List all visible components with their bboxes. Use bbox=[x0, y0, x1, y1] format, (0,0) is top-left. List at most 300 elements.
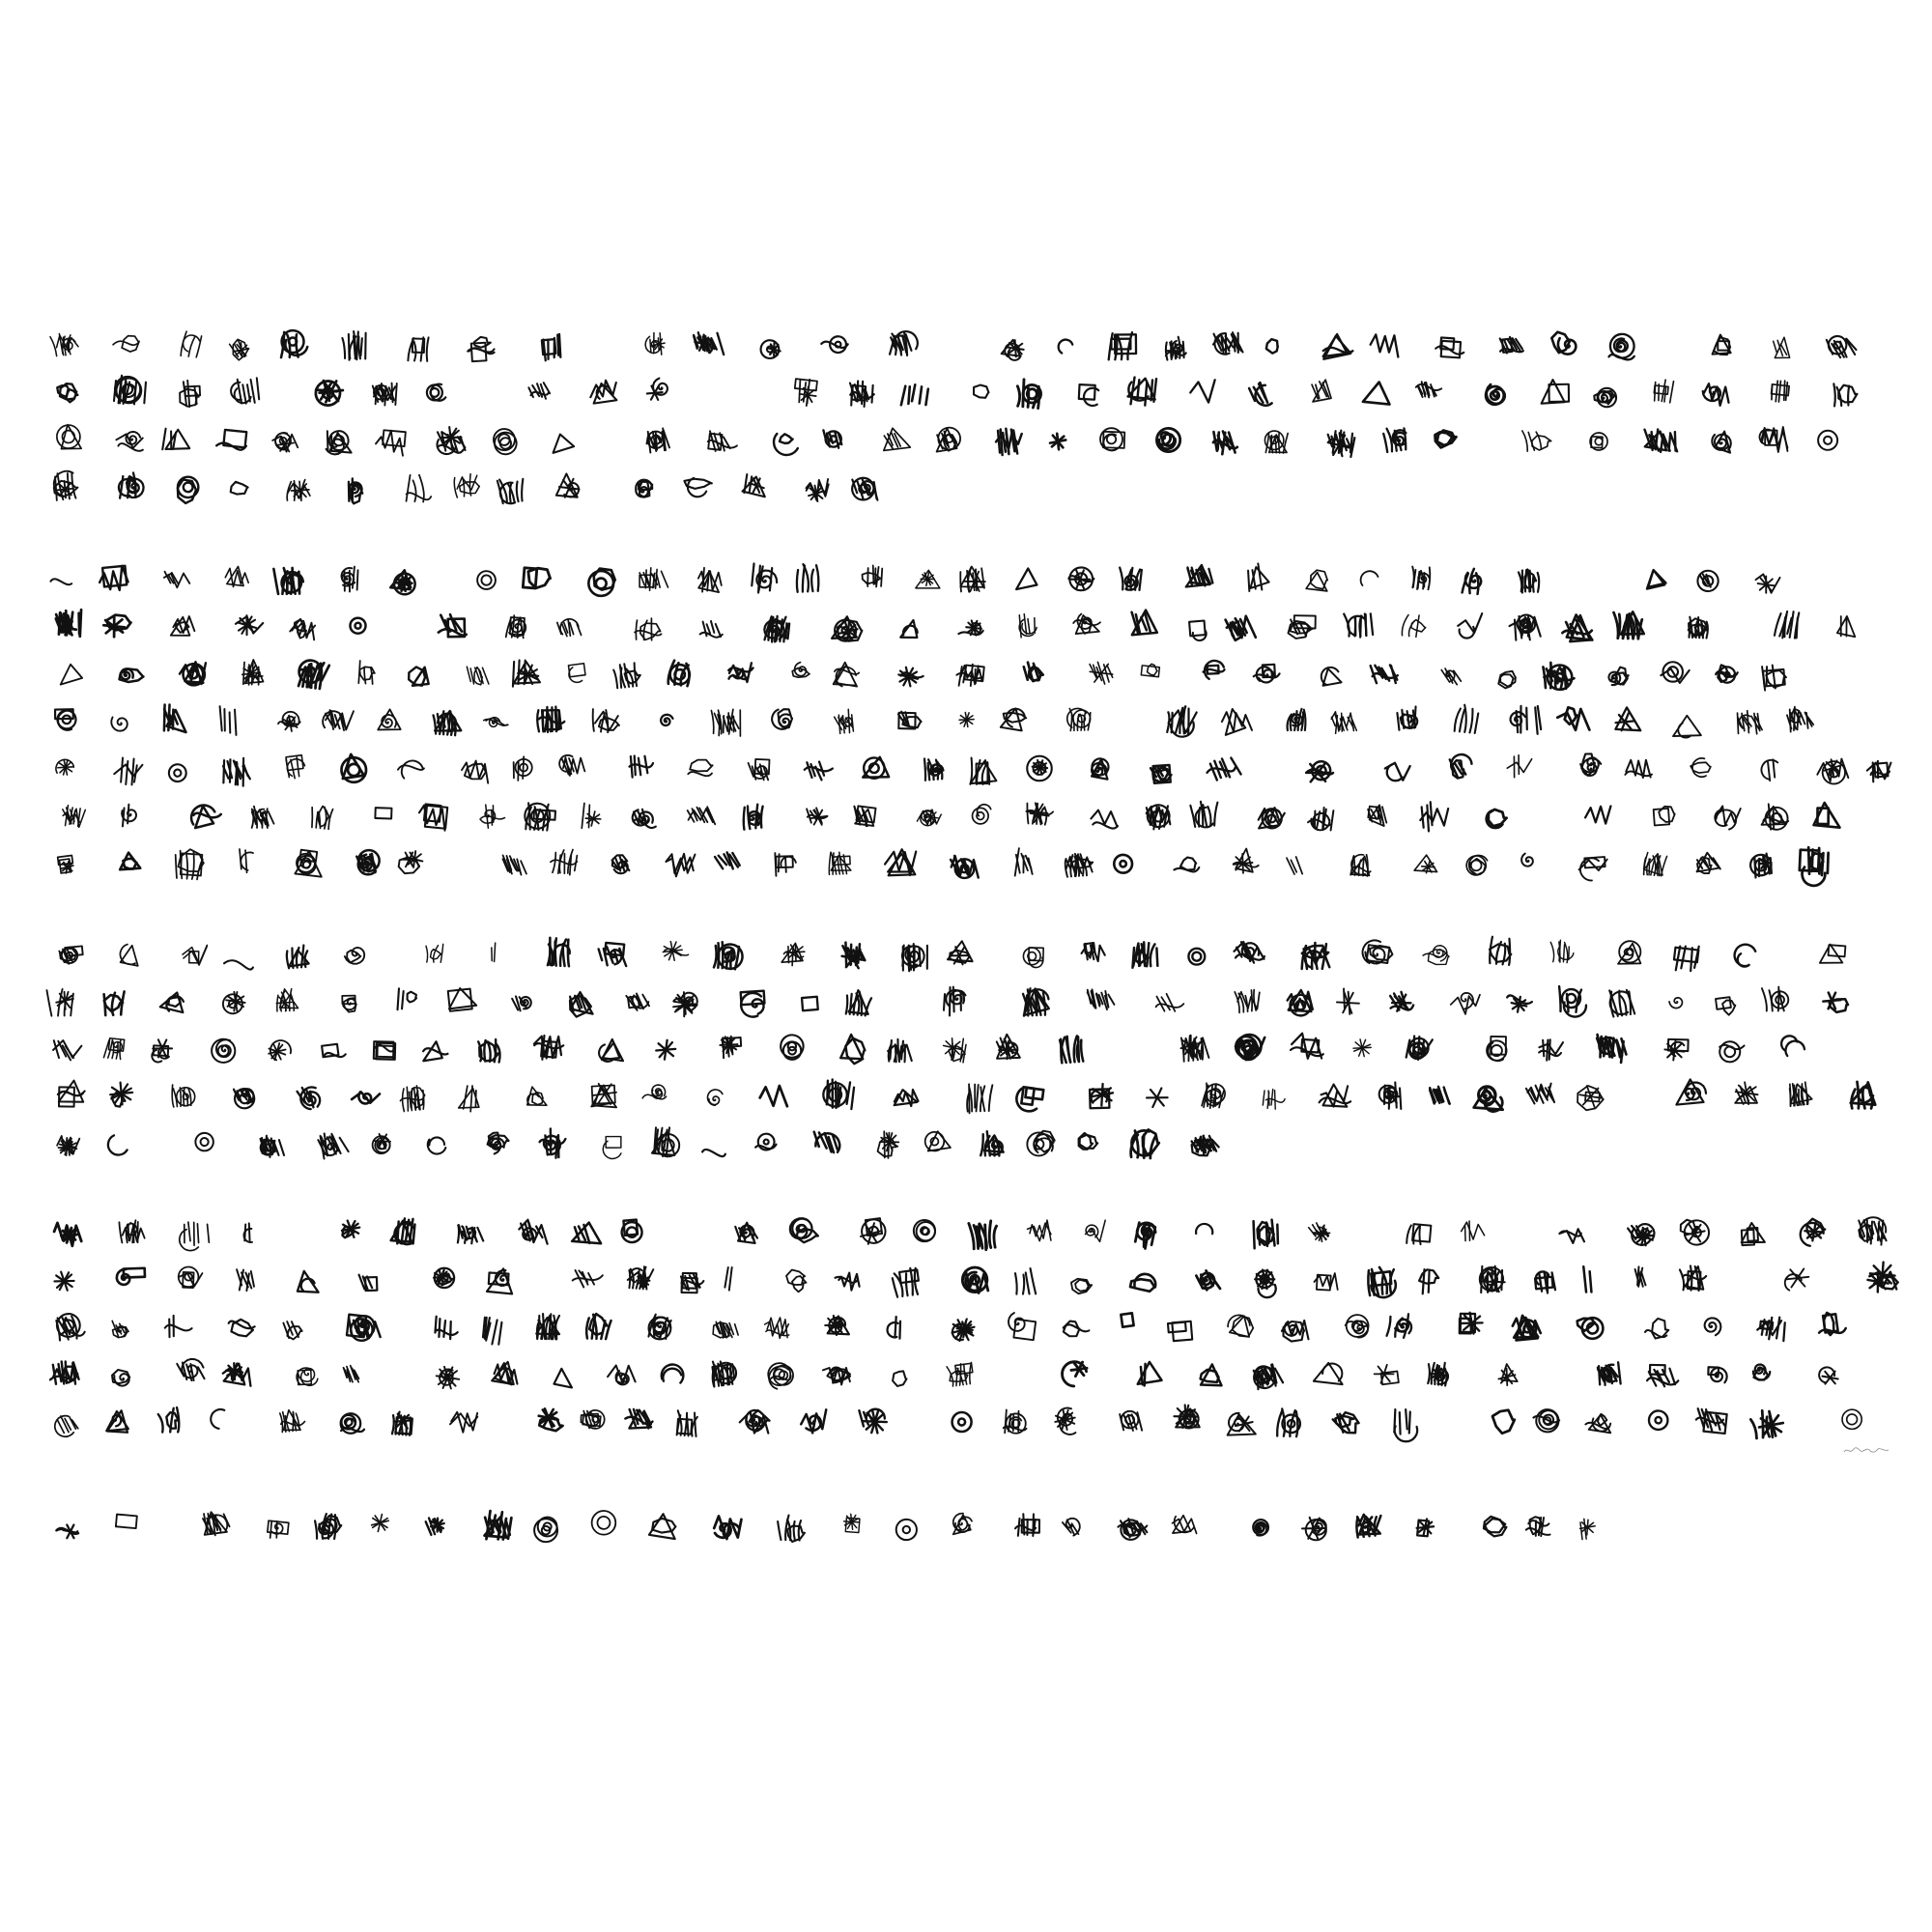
asemic-glyph bbox=[1227, 1314, 1254, 1337]
asemic-glyph bbox=[1166, 705, 1197, 738]
asemic-glyph bbox=[1733, 943, 1756, 967]
asemic-glyph bbox=[427, 1137, 446, 1155]
asemic-glyph bbox=[1489, 937, 1513, 966]
asemic-glyph bbox=[1440, 665, 1466, 689]
asemic-glyph bbox=[1277, 1408, 1300, 1436]
asemic-glyph bbox=[822, 1367, 850, 1385]
asemic-glyph bbox=[279, 1408, 305, 1433]
asemic-glyph bbox=[1800, 1218, 1826, 1247]
asemic-glyph bbox=[778, 1515, 807, 1542]
asemic-glyph bbox=[296, 1086, 321, 1110]
asemic-glyph bbox=[1321, 667, 1342, 686]
asemic-glyph bbox=[222, 991, 245, 1013]
asemic-glyph bbox=[1366, 804, 1388, 826]
asemic-glyph bbox=[1025, 755, 1053, 782]
asemic-glyph bbox=[1426, 1361, 1450, 1386]
asemic-glyph bbox=[705, 1089, 726, 1106]
asemic-glyph bbox=[1775, 610, 1801, 640]
asemic-glyph bbox=[118, 472, 144, 498]
asemic-glyph bbox=[1755, 574, 1779, 593]
asemic-glyph bbox=[1741, 1222, 1765, 1245]
asemic-glyph bbox=[493, 428, 518, 455]
asemic-glyph bbox=[649, 1036, 677, 1065]
asemic-glyph bbox=[235, 614, 264, 637]
asemic-glyph bbox=[1820, 944, 1846, 965]
asemic-glyph bbox=[432, 710, 463, 736]
asemic-glyph bbox=[1719, 1041, 1745, 1063]
asemic-glyph bbox=[1697, 571, 1718, 591]
asemic-glyph bbox=[103, 614, 131, 637]
asemic-glyph bbox=[355, 849, 380, 875]
asemic-glyph bbox=[559, 754, 585, 776]
asemic-glyph bbox=[1435, 430, 1457, 448]
asemic-glyph bbox=[1174, 857, 1199, 871]
asemic-glyph bbox=[53, 1268, 74, 1291]
asemic-glyph bbox=[1406, 1036, 1433, 1061]
asemic-glyph bbox=[478, 803, 505, 829]
asemic-glyph bbox=[823, 1079, 855, 1109]
asemic-glyph bbox=[1647, 1365, 1679, 1387]
asemic-glyph bbox=[740, 991, 765, 1018]
asemic-glyph bbox=[52, 470, 79, 501]
asemic-glyph bbox=[374, 1041, 395, 1060]
asemic-glyph bbox=[1480, 1266, 1505, 1293]
asemic-glyph bbox=[779, 1034, 805, 1061]
asemic-glyph bbox=[943, 986, 967, 1016]
asemic-glyph bbox=[1813, 803, 1842, 830]
asemic-glyph bbox=[502, 855, 526, 874]
asemic-glyph bbox=[1090, 662, 1114, 684]
asemic-glyph bbox=[268, 1039, 292, 1061]
asemic-glyph bbox=[1423, 945, 1450, 965]
asemic-glyph bbox=[195, 1132, 221, 1155]
asemic-glyph bbox=[57, 384, 77, 403]
asemic-glyph bbox=[1415, 382, 1441, 398]
asemic-glyph bbox=[1664, 1039, 1689, 1061]
asemic-glyph bbox=[1735, 1082, 1758, 1104]
asemic-glyph bbox=[1509, 613, 1541, 640]
asemic-glyph bbox=[481, 1317, 502, 1345]
asemic-glyph bbox=[1203, 660, 1225, 679]
asemic-glyph bbox=[55, 709, 76, 730]
asemic-glyph bbox=[224, 950, 254, 970]
asemic-glyph bbox=[628, 753, 654, 778]
asemic-glyph bbox=[1073, 613, 1100, 634]
asemic-glyph bbox=[225, 566, 249, 587]
asemic-glyph bbox=[1007, 1312, 1037, 1340]
asemic-glyph bbox=[1078, 1132, 1099, 1151]
asemic-glyph bbox=[243, 1223, 252, 1242]
asemic-glyph bbox=[641, 1084, 667, 1101]
asemic-glyph bbox=[1291, 1033, 1324, 1060]
asemic-glyph bbox=[434, 1268, 454, 1289]
asemic-glyph bbox=[1264, 431, 1289, 455]
asemic-glyph bbox=[1406, 1224, 1431, 1245]
asemic-glyph bbox=[603, 1137, 621, 1159]
asemic-glyph bbox=[111, 716, 128, 735]
asemic-glyph bbox=[888, 1038, 913, 1063]
asemic-glyph bbox=[742, 474, 767, 497]
asemic-glyph bbox=[681, 1273, 704, 1293]
asemic-glyph bbox=[1342, 1313, 1369, 1339]
asemic-glyph bbox=[763, 1317, 790, 1340]
asemic-glyph bbox=[526, 1087, 547, 1107]
asemic-glyph bbox=[1461, 1220, 1485, 1240]
asemic-glyph bbox=[1301, 1517, 1327, 1542]
asemic-glyph bbox=[183, 945, 208, 965]
asemic-glyph bbox=[590, 1510, 616, 1535]
asemic-glyph bbox=[1013, 848, 1036, 878]
asemic-glyph bbox=[1108, 332, 1136, 359]
asemic-glyph bbox=[164, 568, 190, 590]
asemic-glyph bbox=[1179, 1034, 1208, 1062]
asemic-glyph bbox=[318, 1131, 350, 1159]
asemic-glyph bbox=[1518, 569, 1539, 593]
asemic-glyph bbox=[1543, 663, 1576, 691]
asemic-glyph bbox=[1135, 1222, 1156, 1250]
asemic-glyph bbox=[447, 987, 477, 1011]
asemic-glyph bbox=[1221, 707, 1253, 735]
asemic-glyph bbox=[699, 620, 724, 639]
asemic-glyph bbox=[109, 1082, 133, 1108]
asemic-glyph bbox=[54, 1222, 82, 1247]
asemic-glyph bbox=[212, 1038, 236, 1063]
asemic-glyph bbox=[900, 619, 918, 638]
asemic-glyph bbox=[1772, 336, 1791, 358]
asemic-glyph bbox=[1499, 336, 1523, 354]
asemic-glyph bbox=[611, 854, 630, 874]
asemic-glyph bbox=[1100, 428, 1125, 451]
asemic-glyph bbox=[1188, 380, 1217, 404]
asemic-glyph bbox=[859, 1218, 887, 1245]
asemic-glyph bbox=[1577, 1085, 1605, 1111]
asemic-glyph bbox=[1525, 1516, 1551, 1537]
asemic-glyph bbox=[1337, 988, 1359, 1014]
asemic-glyph bbox=[887, 1317, 912, 1340]
asemic-glyph bbox=[1001, 707, 1027, 730]
asemic-glyph bbox=[1679, 1265, 1707, 1291]
asemic-glyph bbox=[339, 1412, 364, 1435]
asemic-glyph bbox=[1363, 382, 1390, 404]
asemic-glyph bbox=[223, 757, 250, 785]
asemic-glyph bbox=[1625, 759, 1652, 779]
asemic-glyph bbox=[735, 1223, 757, 1243]
asemic-glyph bbox=[645, 332, 668, 355]
asemic-glyph bbox=[1585, 567, 1611, 593]
asemic-glyph bbox=[56, 1312, 86, 1340]
asemic-glyph bbox=[1306, 570, 1327, 591]
asemic-glyph bbox=[282, 1319, 305, 1340]
asemic-glyph bbox=[850, 476, 880, 501]
asemic-glyph bbox=[179, 1222, 209, 1251]
asemic-glyph bbox=[898, 667, 924, 687]
asemic-glyph bbox=[917, 810, 941, 826]
asemic-glyph bbox=[1126, 609, 1159, 639]
asemic-glyph bbox=[1253, 1219, 1279, 1248]
asemic-glyph bbox=[1252, 1519, 1269, 1536]
asemic-glyph bbox=[1164, 336, 1187, 360]
asemic-glyph bbox=[969, 1220, 1003, 1251]
asemic-glyph bbox=[1762, 987, 1789, 1011]
asemic-glyph bbox=[972, 804, 991, 824]
asemic-glyph bbox=[814, 1132, 839, 1153]
asemic-glyph bbox=[220, 705, 237, 736]
asemic-glyph bbox=[1695, 851, 1721, 874]
asemic-glyph bbox=[586, 1314, 611, 1340]
asemic-glyph bbox=[276, 988, 298, 1011]
asemic-glyph bbox=[1060, 1036, 1083, 1063]
asemic-glyph bbox=[286, 945, 309, 968]
asemic-glyph bbox=[1696, 1317, 1721, 1340]
asemic-glyph bbox=[805, 477, 830, 502]
asemic-glyph bbox=[1466, 855, 1488, 875]
asemic-glyph bbox=[56, 424, 81, 451]
asemic-glyph bbox=[659, 714, 679, 729]
asemic-glyph bbox=[1661, 662, 1690, 683]
asemic-glyph bbox=[1225, 615, 1255, 641]
asemic-glyph bbox=[1253, 1363, 1284, 1389]
asemic-glyph bbox=[370, 1514, 389, 1532]
asemic-glyph bbox=[1141, 663, 1159, 676]
asemic-glyph bbox=[58, 855, 74, 873]
asemic-glyph bbox=[1816, 1311, 1846, 1337]
asemic-glyph bbox=[537, 1407, 565, 1432]
asemic-glyph bbox=[845, 989, 872, 1016]
asemic-glyph bbox=[50, 331, 79, 356]
asemic-glyph bbox=[1196, 1269, 1220, 1291]
asemic-glyph bbox=[1389, 991, 1413, 1011]
asemic-glyph bbox=[1350, 854, 1372, 877]
asemic-glyph bbox=[396, 988, 417, 1011]
asemic-glyph bbox=[103, 991, 125, 1015]
asemic-glyph bbox=[1559, 1229, 1584, 1244]
asemic-glyph bbox=[1668, 998, 1683, 1010]
asemic-glyph bbox=[1608, 987, 1634, 1016]
asemic-glyph bbox=[590, 1083, 617, 1109]
asemic-glyph bbox=[1015, 1514, 1039, 1536]
asemic-glyph bbox=[1866, 760, 1892, 782]
asemic-glyph bbox=[1374, 1364, 1399, 1386]
asemic-glyph bbox=[1644, 569, 1666, 589]
asemic-glyph bbox=[1023, 662, 1043, 681]
asemic-glyph bbox=[399, 1085, 427, 1112]
asemic-glyph bbox=[1767, 379, 1789, 403]
asemic-glyph bbox=[1325, 429, 1355, 457]
asemic-glyph bbox=[1585, 1413, 1612, 1434]
asemic-glyph bbox=[541, 334, 561, 361]
asemic-glyph bbox=[1435, 337, 1465, 357]
asemic-glyph bbox=[1492, 1408, 1516, 1435]
asemic-glyph bbox=[242, 660, 263, 685]
asemic-glyph bbox=[1526, 1083, 1554, 1103]
asemic-glyph bbox=[843, 1514, 860, 1533]
asemic-glyph bbox=[210, 1408, 230, 1430]
asemic-glyph bbox=[164, 1315, 191, 1337]
asemic-glyph bbox=[1598, 1362, 1621, 1385]
asemic-glyph bbox=[793, 378, 818, 407]
asemic-glyph bbox=[1155, 993, 1184, 1012]
asemic-glyph bbox=[1787, 706, 1814, 731]
asemic-glyph bbox=[1017, 1364, 1023, 1378]
asemic-glyph bbox=[112, 1320, 128, 1338]
asemic-glyph bbox=[1246, 562, 1270, 591]
asemic-glyph bbox=[1379, 1082, 1402, 1109]
asemic-glyph bbox=[625, 1408, 653, 1429]
asemic-glyph bbox=[471, 568, 497, 593]
asemic-glyph bbox=[675, 1410, 703, 1436]
asemic-glyph bbox=[822, 430, 842, 448]
asemic-glyph bbox=[487, 1132, 508, 1153]
asemic-glyph bbox=[1262, 333, 1293, 357]
asemic-glyph bbox=[800, 1409, 827, 1434]
asemic-glyph bbox=[467, 667, 489, 685]
asemic-glyph bbox=[1617, 941, 1641, 964]
asemic-glyph bbox=[117, 1268, 146, 1285]
asemic-glyph bbox=[1532, 1407, 1561, 1433]
asemic-glyph bbox=[996, 1034, 1020, 1060]
asemic-glyph bbox=[1756, 1316, 1785, 1342]
asemic-glyph bbox=[391, 1411, 414, 1436]
asemic-glyph bbox=[1206, 757, 1240, 781]
asemic-glyph bbox=[661, 1363, 686, 1383]
asemic-glyph bbox=[580, 1408, 605, 1429]
asemic-glyph bbox=[1127, 1037, 1146, 1057]
asemic-glyph bbox=[551, 429, 576, 455]
asemic-glyph bbox=[831, 615, 863, 642]
asemic-glyph bbox=[1352, 1036, 1377, 1058]
asemic-glyph bbox=[1708, 1367, 1727, 1382]
asemic-glyph bbox=[973, 384, 989, 398]
asemic-glyph bbox=[1643, 429, 1678, 453]
asemic-glyph bbox=[50, 578, 71, 584]
asemic-glyph bbox=[46, 989, 73, 1016]
asemic-glyph bbox=[492, 1361, 519, 1385]
asemic-glyph bbox=[1752, 1364, 1770, 1380]
asemic-glyph bbox=[1344, 612, 1373, 639]
asemic-glyph bbox=[1579, 1519, 1601, 1540]
asemic-glyph bbox=[1130, 1272, 1157, 1292]
asemic-glyph bbox=[665, 851, 696, 879]
asemic-glyph bbox=[373, 384, 397, 406]
asemic-glyph bbox=[882, 427, 910, 451]
asemic-glyph bbox=[341, 566, 357, 591]
asemic-glyph bbox=[1355, 1513, 1383, 1538]
asemic-glyph bbox=[537, 706, 564, 732]
asemic-glyph bbox=[894, 1520, 918, 1541]
asemic-glyph bbox=[533, 1035, 564, 1061]
asemic-glyph bbox=[645, 428, 670, 453]
asemic-glyph bbox=[174, 848, 205, 880]
asemic-glyph bbox=[1048, 429, 1072, 458]
asemic-glyph bbox=[1191, 1135, 1219, 1156]
asemic-glyph bbox=[828, 851, 851, 874]
asemic-glyph bbox=[949, 1412, 972, 1438]
asemic-glyph bbox=[1680, 1218, 1710, 1245]
asemic-glyph bbox=[539, 1128, 566, 1158]
asemic-glyph bbox=[528, 383, 550, 400]
asemic-glyph bbox=[1512, 1315, 1541, 1341]
asemic-glyph bbox=[914, 570, 940, 592]
asemic-glyph bbox=[613, 663, 641, 689]
asemic-glyph bbox=[1653, 379, 1677, 403]
asemic-glyph bbox=[711, 387, 722, 404]
asemic-glyph bbox=[588, 379, 618, 406]
asemic-glyph bbox=[252, 807, 274, 828]
asemic-glyph bbox=[296, 1268, 319, 1294]
asemic-glyph bbox=[1146, 1088, 1169, 1110]
asemic-glyph bbox=[315, 380, 344, 407]
asemic-glyph bbox=[598, 1038, 624, 1063]
asemic-glyph bbox=[99, 565, 129, 591]
asemic-glyph bbox=[1322, 333, 1353, 358]
asemic-glyph bbox=[1673, 944, 1699, 973]
asemic-glyph bbox=[1156, 428, 1180, 452]
asemic-glyph bbox=[572, 1267, 604, 1288]
asemic-glyph bbox=[702, 1143, 725, 1157]
asemic-glyph bbox=[1064, 1321, 1090, 1336]
asemic-glyph bbox=[1383, 426, 1408, 452]
asemic-glyph bbox=[344, 947, 365, 965]
asemic-glyph bbox=[1780, 1036, 1805, 1058]
asemic-glyph bbox=[1736, 707, 1763, 735]
asemic-glyph bbox=[1016, 568, 1037, 589]
asemic-glyph bbox=[952, 1319, 976, 1342]
asemic-glyph bbox=[1594, 387, 1618, 409]
asemic-glyph bbox=[234, 1089, 254, 1109]
asemic-glyph bbox=[1549, 331, 1577, 359]
asemic-glyph bbox=[885, 849, 916, 876]
asemic-glyph bbox=[347, 1314, 383, 1343]
asemic-glyph bbox=[1397, 706, 1417, 729]
asemic-glyph bbox=[525, 803, 556, 831]
asemic-glyph bbox=[1816, 757, 1849, 785]
asemic-glyph bbox=[820, 334, 848, 354]
asemic-glyph bbox=[1001, 339, 1025, 361]
asemic-glyph bbox=[426, 941, 443, 963]
asemic-glyph bbox=[116, 1515, 137, 1532]
asemic-glyph bbox=[436, 1367, 459, 1389]
asemic-glyph bbox=[713, 850, 740, 872]
asemic-glyph bbox=[568, 664, 586, 684]
asemic-glyph bbox=[839, 1034, 866, 1064]
asemic-glyph bbox=[1522, 427, 1552, 452]
asemic-glyph bbox=[229, 338, 249, 360]
asemic-glyph bbox=[376, 708, 400, 731]
asemic-glyph bbox=[1317, 1083, 1350, 1111]
asemic-glyph bbox=[742, 804, 765, 830]
asemic-glyph bbox=[1713, 334, 1731, 355]
asemic-glyph bbox=[342, 996, 356, 1012]
asemic-glyph bbox=[1151, 765, 1172, 783]
asemic-glyph bbox=[483, 1510, 513, 1542]
asemic-glyph bbox=[842, 943, 866, 969]
asemic-glyph bbox=[176, 476, 199, 504]
asemic-glyph bbox=[942, 1037, 967, 1063]
asemic-glyph bbox=[627, 1265, 653, 1290]
asemic-glyph bbox=[890, 330, 918, 355]
asemic-glyph bbox=[1851, 1082, 1876, 1109]
asemic-glyph bbox=[1714, 806, 1741, 831]
asemic-glyph bbox=[483, 717, 508, 728]
asemic-glyph bbox=[862, 565, 882, 587]
asemic-glyph bbox=[322, 708, 354, 731]
asemic-glyph bbox=[550, 849, 578, 875]
asemic-glyph bbox=[792, 663, 810, 678]
asemic-glyph bbox=[1023, 988, 1049, 1016]
asemic-glyph bbox=[1419, 801, 1450, 832]
asemic-glyph bbox=[1643, 852, 1667, 876]
asemic-glyph bbox=[1137, 1361, 1162, 1385]
